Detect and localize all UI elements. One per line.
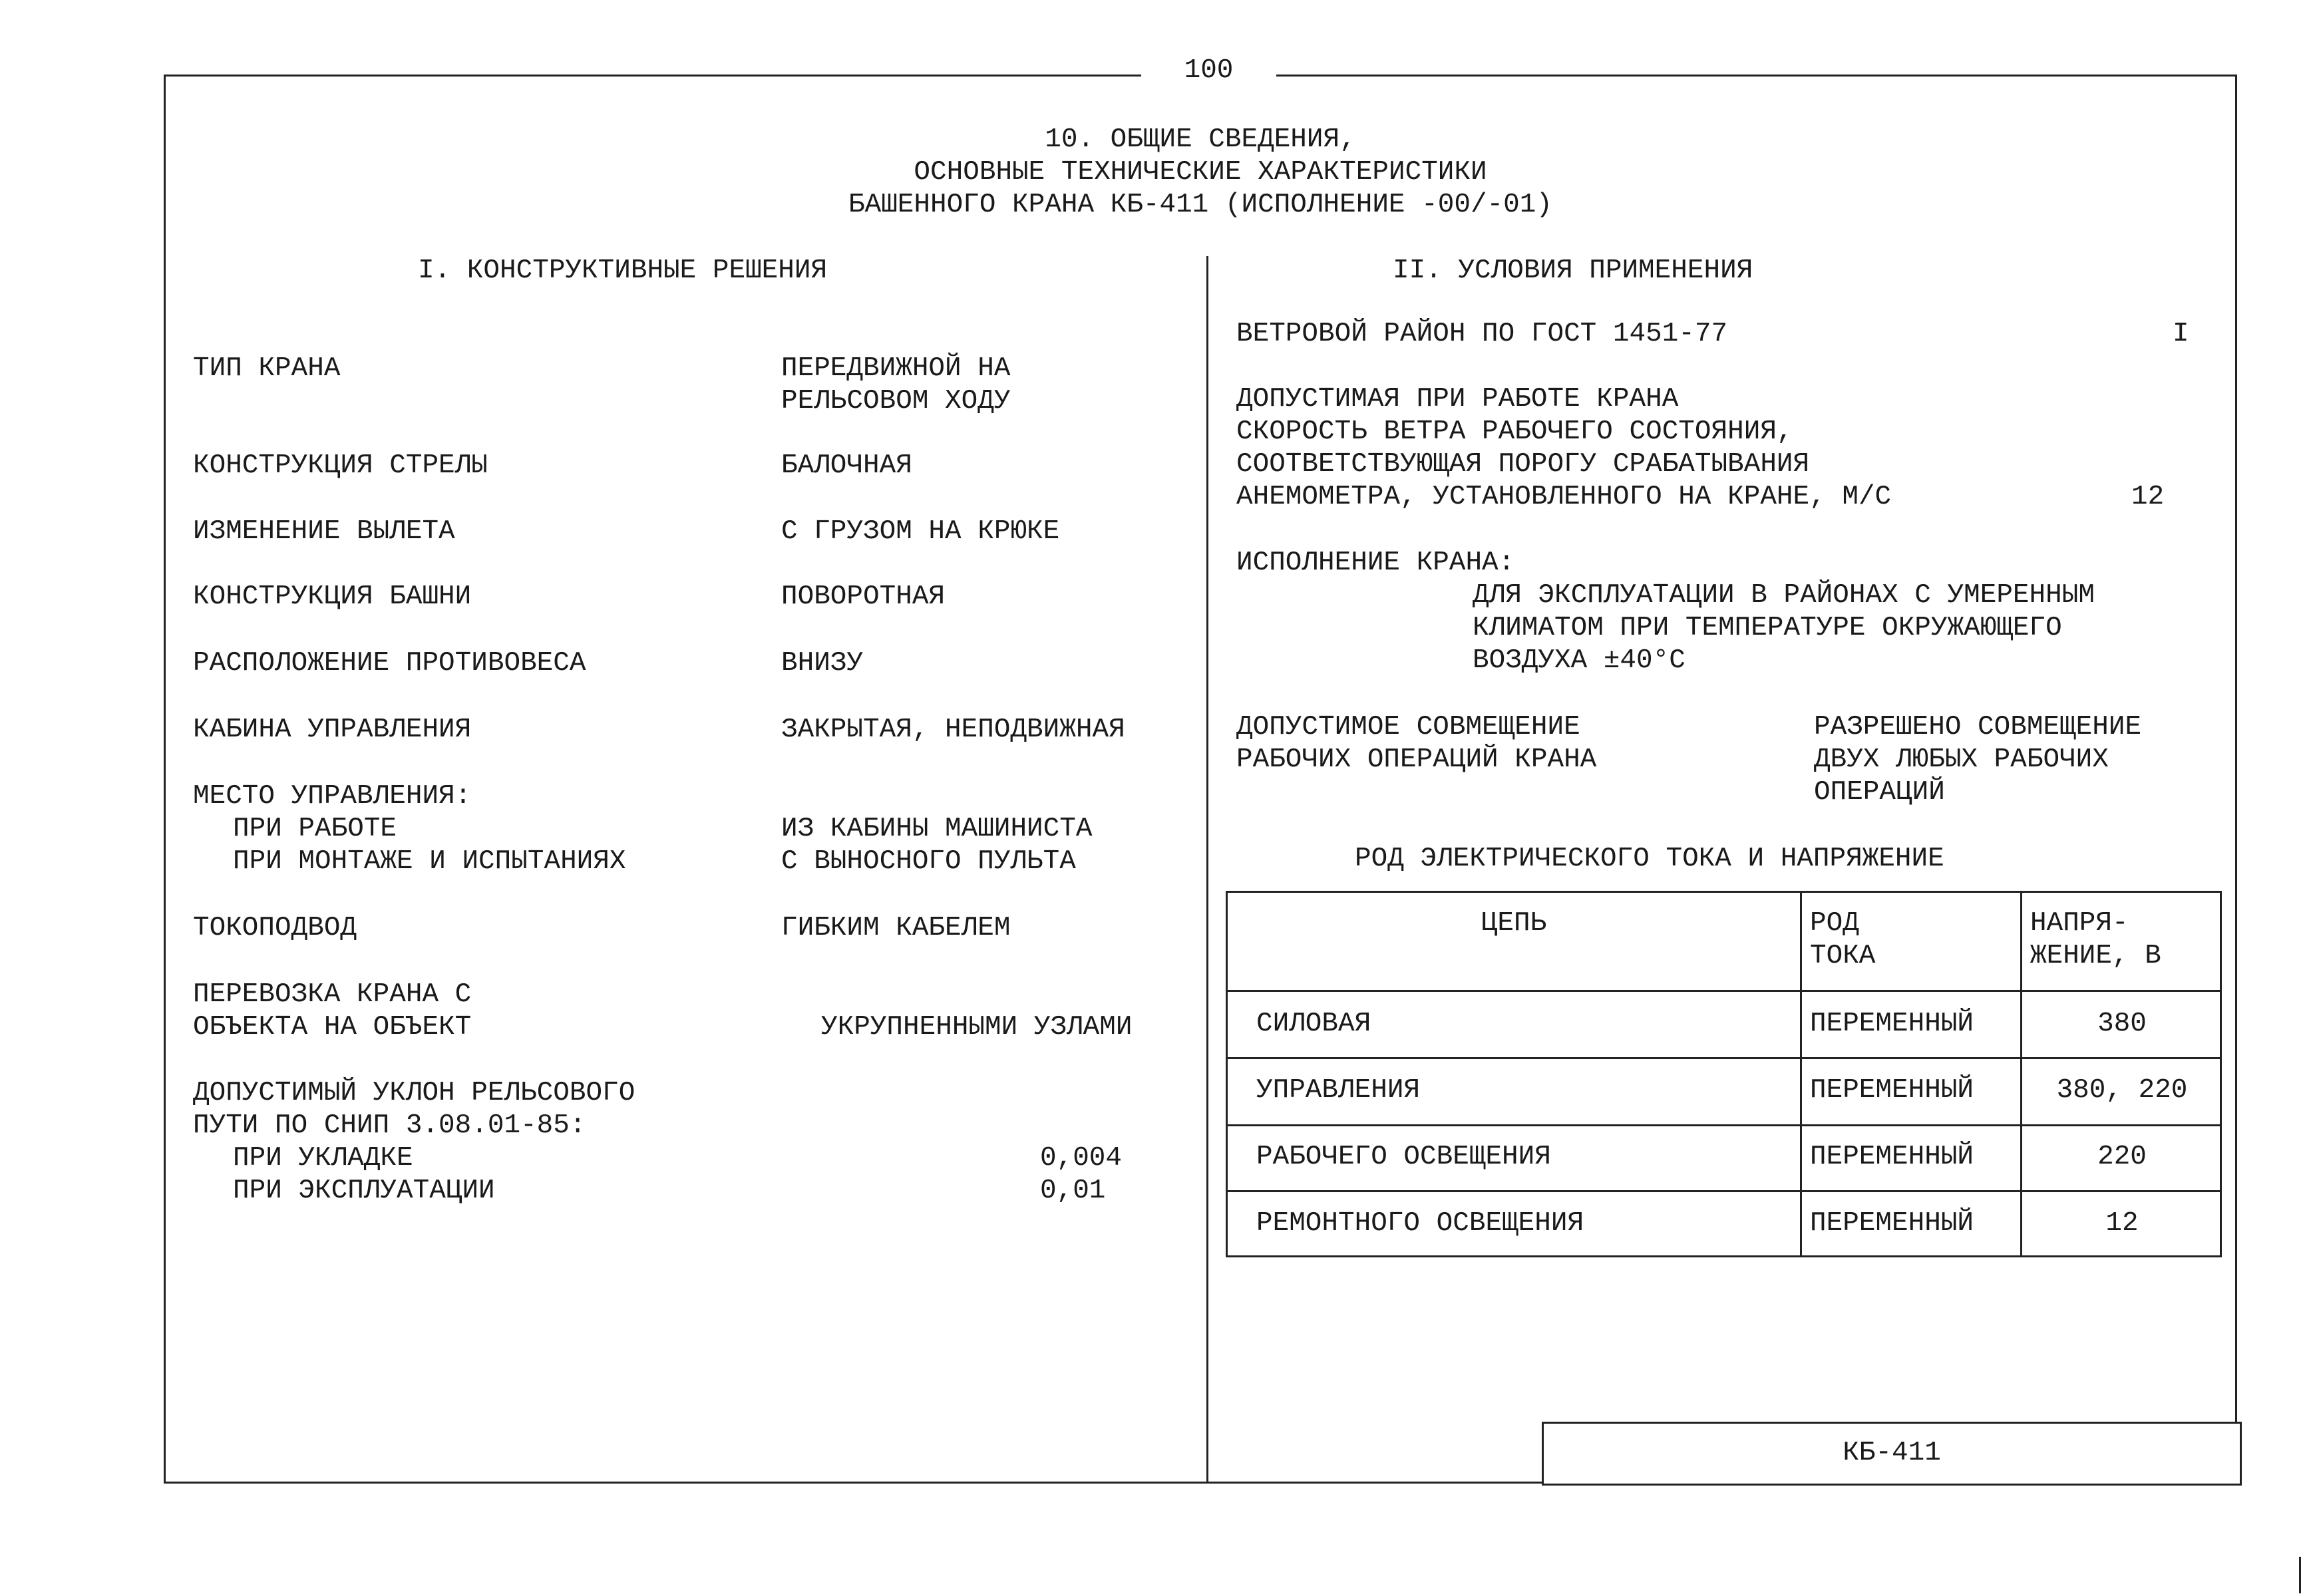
table-header-voltage-2: ЖЕНИЕ, В: [2030, 941, 2161, 971]
transport-label-2: ОБЪЕКТА НА ОБЪЕКТ: [193, 1012, 472, 1042]
table-row-2-type: ПЕРЕМЕННЫЙ: [1810, 1075, 1974, 1106]
table-row-4-type: ПЕРЕМЕННЫЙ: [1810, 1208, 1974, 1239]
table-row-2-circuit: УПРАВЛЕНИЯ: [1256, 1075, 1421, 1106]
crane-type-value-1: ПЕРЕДВИЖНОЙ НА: [781, 353, 1011, 384]
execution-line-2: КЛИМАТОМ ПРИ ТЕМПЕРАТУРЕ ОКРУЖАЮЩЕГО: [1473, 613, 2062, 643]
slope-laying-label: ПРИ УКЛАДКЕ: [233, 1143, 413, 1174]
transport-value: УКРУПНЕННЫМИ УЗЛАМИ: [821, 1012, 1133, 1042]
tower-value: ПОВОРОТНАЯ: [781, 581, 946, 612]
table-header-circuit: ЦЕПЬ: [1481, 908, 1547, 939]
combination-label-1: ДОПУСТИМОЕ СОВМЕЩЕНИЕ: [1236, 712, 1580, 742]
execution-line-3: ВОЗДУХА ±40°С: [1473, 645, 1685, 676]
slope-laying-value: 0,004: [1040, 1143, 1123, 1174]
table-row-divider-3: [1226, 1190, 2222, 1192]
execution-line-1: ДЛЯ ЭКСПЛУАТАЦИИ В РАЙОНАХ С УМЕРЕННЫМ: [1473, 580, 2095, 611]
transport-label-1: ПЕРЕВОЗКА КРАНА С: [193, 979, 472, 1010]
table-header-type-1: РОД: [1810, 908, 1859, 939]
counterweight-value: ВНИЗУ: [781, 648, 864, 679]
execution-label: ИСПОЛНЕНИЕ КРАНА:: [1236, 548, 1515, 578]
table-row-1-circuit: СИЛОВАЯ: [1256, 1009, 1371, 1039]
combination-label-2: РАБОЧИХ ОПЕРАЦИЙ КРАНА: [1236, 744, 1597, 775]
cabin-value: ЗАКРЫТАЯ, НЕПОДВИЖНАЯ: [781, 715, 1125, 745]
power-supply-label: ТОКОПОДВОД: [193, 913, 357, 943]
power-supply-value: ГИБКИМ КАБЕЛЕМ: [781, 913, 1011, 943]
wind-region-label: ВЕТРОВОЙ РАЙОН ПО ГОСТ 1451-77: [1236, 319, 1728, 349]
table-row-1-type: ПЕРЕМЕННЫЙ: [1810, 1009, 1974, 1039]
title-line-2: ОСНОВНЫЕ ТЕХНИЧЕСКИЕ ХАРАКТЕРИСТИКИ: [914, 157, 1487, 188]
cabin-label: КАБИНА УПРАВЛЕНИЯ: [193, 715, 472, 745]
table-row-4-voltage: 12: [2105, 1208, 2139, 1239]
wind-speed-value: 12: [2131, 482, 2165, 512]
table-row-3-voltage: 220: [2097, 1142, 2147, 1172]
tower-label: КОНСТРУКЦИЯ БАШНИ: [193, 581, 472, 612]
combination-value-1: РАЗРЕШЕНО СОВМЕЩЕНИЕ: [1814, 712, 2142, 742]
left-section-heading: I. КОНСТРУКТИВНЫЕ РЕШЕНИЯ: [418, 255, 828, 286]
slope-operation-value: 0,01: [1040, 1176, 1106, 1206]
wind-region-value: I: [2173, 319, 2189, 349]
column-divider: [1206, 256, 1208, 1484]
table-row-3-type: ПЕРЕМЕННЫЙ: [1810, 1142, 1974, 1172]
table-row-1-voltage: 380: [2097, 1009, 2147, 1039]
title-block-code: КБ-411: [1843, 1438, 1941, 1468]
table-row-3-circuit: РАБОЧЕГО ОСВЕЩЕНИЯ: [1256, 1142, 1551, 1172]
current-heading: РОД ЭЛЕКТРИЧЕСКОГО ТОКА И НАПРЯЖЕНИЕ: [1355, 844, 1944, 874]
control-assembly-label: ПРИ МОНТАЖЕ И ИСПЫТАНИЯХ: [233, 846, 626, 877]
combination-value-2: ДВУХ ЛЮБЫХ РАБОЧИХ: [1814, 744, 2109, 775]
title-line-1: 10. ОБЩИЕ СВЕДЕНИЯ,: [1045, 124, 1356, 155]
control-label: МЕСТО УПРАВЛЕНИЯ:: [193, 781, 472, 812]
right-section-heading: II. УСЛОВИЯ ПРИМЕНЕНИЯ: [1393, 255, 1753, 286]
control-work-value: ИЗ КАБИНЫ МАШИНИСТА: [781, 814, 1093, 844]
table-row-divider-1: [1226, 1057, 2222, 1059]
table-row-4-circuit: РЕМОНТНОГО ОСВЕЩЕНИЯ: [1256, 1208, 1584, 1239]
wind-speed-line-4: АНЕМОМЕТРА, УСТАНОВЛЕННОГО НА КРАНЕ, М/С: [1236, 482, 1892, 512]
crane-type-value-2: РЕЛЬСОВОМ ХОДУ: [781, 386, 1011, 416]
wind-speed-line-3: СООТВЕТСТВУЮЩАЯ ПОРОГУ СРАБАТЫВАНИЯ: [1236, 449, 1810, 480]
table-header-voltage-1: НАПРЯ-: [2030, 908, 2129, 939]
table-header-divider: [1226, 990, 2222, 992]
slope-operation-label: ПРИ ЭКСПЛУАТАЦИИ: [233, 1176, 495, 1206]
page-number: 100: [1184, 55, 1234, 86]
boom-value: БАЛОЧНАЯ: [781, 450, 912, 481]
control-work-label: ПРИ РАБОТЕ: [233, 814, 397, 844]
table-col-divider-1: [1800, 891, 1802, 1257]
edge-mark: [2299, 1557, 2301, 1593]
control-assembly-value: С ВЫНОСНОГО ПУЛЬТА: [781, 846, 1076, 877]
boom-label: КОНСТРУКЦИЯ СТРЕЛЫ: [193, 450, 488, 481]
counterweight-label: РАСПОЛОЖЕНИЕ ПРОТИВОВЕСА: [193, 648, 586, 679]
wind-speed-line-1: ДОПУСТИМАЯ ПРИ РАБОТЕ КРАНА: [1236, 384, 1679, 414]
reach-label: ИЗМЕНЕНИЕ ВЫЛЕТА: [193, 516, 455, 547]
slope-label-1: ДОПУСТИМЫЙ УКЛОН РЕЛЬСОВОГО: [193, 1078, 635, 1108]
slope-label-2: ПУТИ ПО СНИП 3.08.01-85:: [193, 1110, 586, 1141]
title-line-3: БАШЕННОГО КРАНА КБ-411 (ИСПОЛНЕНИЕ -00/-01): [848, 190, 1552, 220]
crane-type-label: ТИП КРАНА: [193, 353, 341, 384]
reach-value: С ГРУЗОМ НА КРЮКЕ: [781, 516, 1060, 547]
table-header-type-2: ТОКА: [1810, 941, 1876, 971]
wind-speed-line-2: СКОРОСТЬ ВЕТРА РАБОЧЕГО СОСТОЯНИЯ,: [1236, 416, 1793, 447]
table-row-2-voltage: 380, 220: [2056, 1075, 2188, 1106]
combination-value-3: ОПЕРАЦИЙ: [1814, 777, 1945, 808]
table-row-divider-2: [1226, 1124, 2222, 1126]
